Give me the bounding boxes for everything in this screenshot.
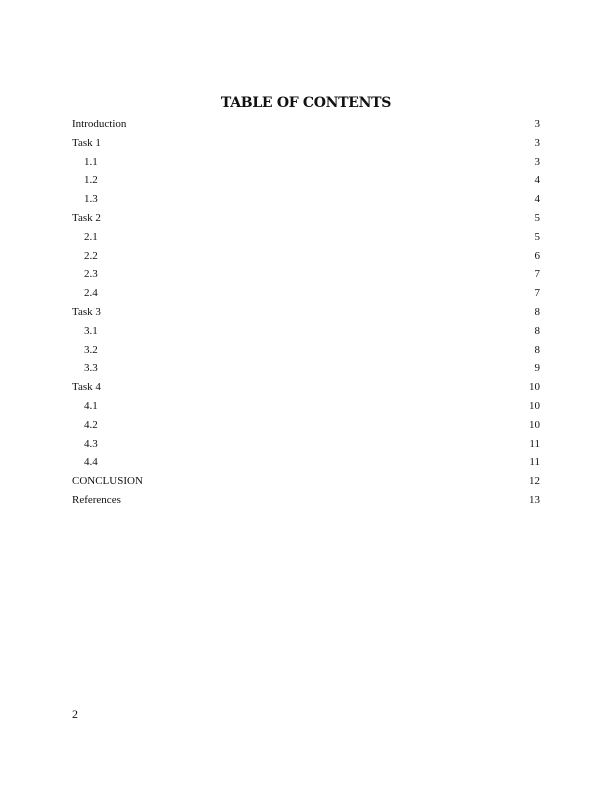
toc-entry-label: Task 1 (72, 136, 101, 149)
toc-entry-page: 10 (529, 381, 540, 394)
toc-entry-label: 2.2 (84, 249, 98, 262)
toc-entry[interactable] (72, 341, 540, 360)
toc-entry-label: 4.2 (84, 418, 98, 431)
toc-entry-label: 3.3 (84, 362, 98, 375)
toc-entry-page: 6 (534, 249, 540, 262)
toc-entry[interactable] (72, 453, 540, 472)
toc-entry-page: 8 (534, 324, 540, 337)
toc-entry-page: 4 (534, 174, 540, 187)
toc-entry-page: 8 (534, 305, 540, 318)
toc-entry[interactable] (72, 209, 540, 228)
toc-entry-label: 2.1 (84, 230, 98, 243)
toc-entry[interactable] (72, 228, 540, 247)
toc-entry[interactable] (72, 359, 540, 378)
toc-entry[interactable] (72, 491, 540, 510)
toc-entry-label: CONCLUSION (72, 475, 143, 488)
toc-entry[interactable] (72, 134, 540, 153)
toc-entry[interactable] (72, 322, 540, 341)
toc-entry-page: 3 (534, 155, 540, 168)
toc-entry-label: 3.1 (84, 324, 98, 337)
toc-entry[interactable] (72, 115, 540, 134)
toc-entry-label: 4.4 (84, 456, 98, 469)
toc-entry-page: 9 (534, 362, 540, 375)
toc-entry-page: 13 (529, 493, 540, 506)
toc-entry-label: 2.3 (84, 268, 98, 281)
page-number: 2 (72, 707, 78, 721)
toc-title: TABLE OF CONTENTS (220, 95, 392, 111)
toc-entry-label: 3.2 (84, 343, 98, 356)
toc-entry[interactable] (72, 472, 540, 491)
toc-entry[interactable] (72, 284, 540, 303)
toc-entry-label: Task 3 (72, 305, 101, 318)
toc-entry-page: 11 (529, 437, 540, 450)
toc-entry-label: 1.1 (84, 155, 98, 168)
toc-entry-page: 7 (534, 268, 540, 281)
toc-entry-label: Task 4 (72, 381, 101, 394)
toc-entry-label: Introduction (72, 118, 127, 130)
toc-entry-page: 8 (534, 343, 540, 356)
toc-entry[interactable] (72, 153, 540, 172)
toc-entry-page: 12 (529, 475, 540, 488)
toc-entry[interactable] (72, 416, 540, 435)
table-of-contents (72, 115, 540, 510)
toc-entry-label: References (72, 493, 121, 506)
toc-entry[interactable] (72, 247, 540, 266)
toc-entry-label: Task 2 (72, 211, 101, 224)
toc-entry-page: 7 (534, 287, 540, 300)
toc-entry-page: 10 (529, 418, 540, 431)
toc-entry[interactable] (72, 171, 540, 190)
toc-entry-page: 10 (529, 399, 540, 412)
toc-entry[interactable] (72, 303, 540, 322)
toc-entry[interactable] (72, 265, 540, 284)
toc-entry-label: 1.3 (84, 193, 98, 206)
toc-entry-label: 4.3 (84, 437, 98, 450)
toc-entry-page: 3 (534, 118, 540, 130)
toc-entry[interactable] (72, 435, 540, 454)
toc-entry-label: 1.2 (84, 174, 98, 187)
toc-entry-page: 11 (529, 456, 540, 469)
toc-entry-page: 3 (534, 136, 540, 149)
toc-entry-label: 4.1 (84, 399, 98, 412)
toc-entry[interactable] (72, 397, 540, 416)
toc-entry-page: 4 (534, 193, 540, 206)
toc-entry-page: 5 (534, 230, 540, 243)
toc-entry-page: 5 (534, 211, 540, 224)
toc-entry[interactable] (72, 190, 540, 209)
toc-entry-label: 2.4 (84, 287, 98, 300)
toc-entry[interactable] (72, 378, 540, 397)
